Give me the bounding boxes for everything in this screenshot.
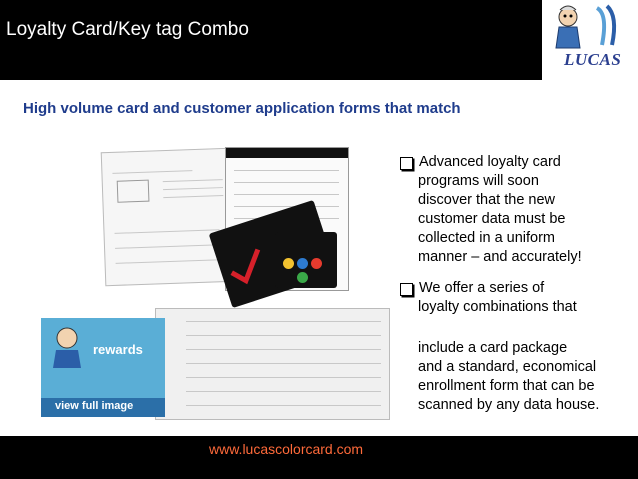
application-form-image [101,148,236,286]
bullet-line: discover that the new [418,192,556,208]
savings-card-application-image [155,308,390,420]
rewards-label: rewards [93,342,143,357]
view-full-image-label[interactable]: view full image [55,400,134,412]
bullet-line: enrollment form that can be [418,378,595,394]
bullet-list [400,153,630,415]
key-tag-image [275,232,337,288]
bullet-line: include a card package [418,340,568,356]
logo-wordmark: LUCAS [564,50,622,69]
bullet-line: scanned by any data house. [418,397,600,413]
lucas-logo [542,0,638,80]
bullet-line: programs will soon [418,173,539,189]
checkbox-bullet-icon [400,283,413,296]
mascot-icon [542,0,638,55]
bullet-line: Advanced loyalty card [419,154,561,170]
header-bar [0,0,542,80]
bullet-line: We offer a series of [419,280,545,296]
bullet-line: manner – and accurately! [418,249,582,265]
slide-title: Loyalty Card/Key tag Combo [6,19,249,40]
checkbox-bullet-icon [400,157,413,170]
bullet-item [400,279,630,298]
bullet-item [400,153,630,172]
slide-subtitle: High volume card and customer application forms that match [23,100,461,117]
bullet-line: customer data must be [418,211,566,227]
bullet-line: collected in a uniform [418,230,556,246]
checkmark-icon [222,243,272,293]
bullet-line: and a standard, economical [418,359,597,375]
website-link[interactable]: www.lucascolorcard.com [209,441,364,457]
bullet-line: loyalty combinations that [418,299,577,315]
mascot-icon [47,324,87,370]
